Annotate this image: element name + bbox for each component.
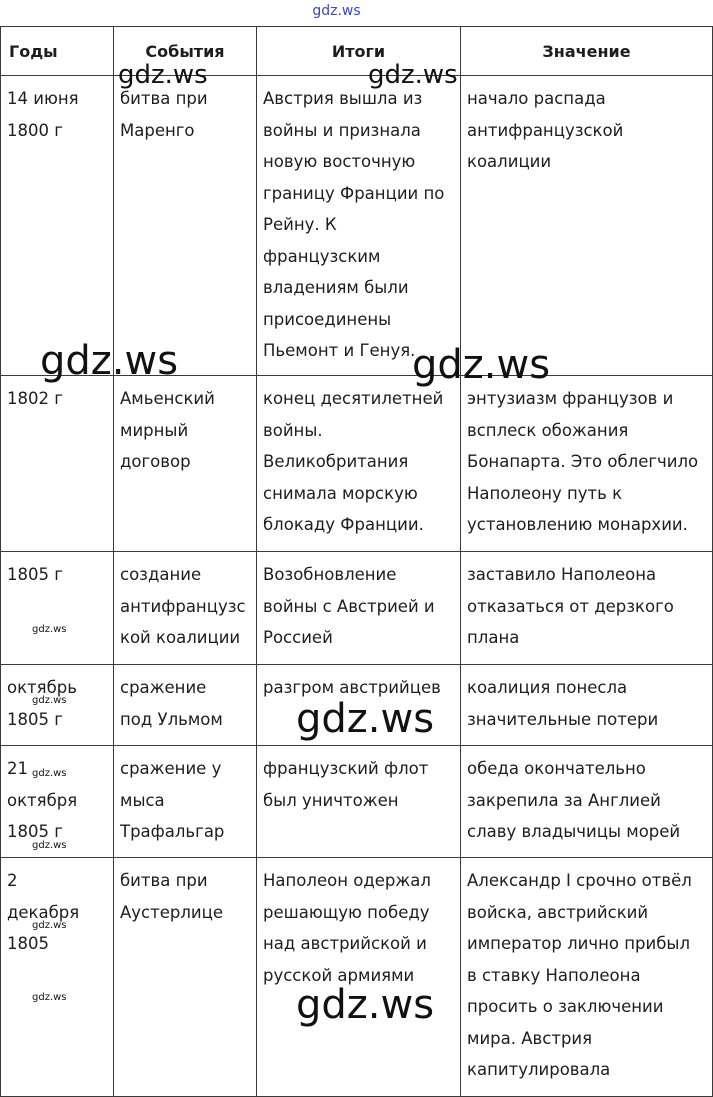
table-row bbox=[1, 858, 713, 1097]
cell-line: плана bbox=[467, 628, 520, 647]
cell-line: декабря bbox=[7, 902, 80, 922]
watermark: gdz.ws bbox=[32, 695, 67, 706]
cell-line: конец десятилетней bbox=[263, 389, 444, 408]
cell-line: энтузиазм французов и bbox=[467, 389, 674, 408]
cell-line: Наполеону путь к bbox=[467, 483, 623, 503]
cell-event bbox=[114, 746, 257, 858]
cell-line: был уничтожен bbox=[263, 790, 399, 810]
cell-line: в ставку Наполеона bbox=[467, 965, 641, 985]
cell-line: антифранцузс bbox=[120, 596, 246, 616]
cell-line: Наполеон одержал bbox=[263, 871, 431, 890]
table-row bbox=[1, 552, 713, 665]
cell-line: 1805 bbox=[7, 934, 49, 953]
cell-event bbox=[114, 858, 257, 1097]
cell-line: мыса bbox=[120, 790, 165, 810]
cell-line: 1805 г bbox=[7, 565, 63, 584]
cell-year bbox=[1, 76, 114, 376]
cell-year bbox=[1, 552, 114, 665]
cell-line: блокаду Франции. bbox=[263, 515, 424, 534]
cell-line: битва при bbox=[120, 89, 208, 108]
cell-result bbox=[257, 858, 461, 1097]
cell-line: новую восточную bbox=[263, 152, 416, 171]
cell-line: 1805 г bbox=[7, 709, 63, 729]
table-row bbox=[1, 76, 713, 376]
cell-meaning bbox=[461, 746, 713, 858]
cell-meaning bbox=[461, 76, 713, 376]
cell-year bbox=[1, 746, 114, 858]
top-watermark: gdz.ws bbox=[312, 3, 361, 19]
cell-line: закрепила за Англией bbox=[467, 790, 661, 810]
cell-line: обеда окончательно bbox=[467, 759, 646, 778]
cell-line: разгром австрийцев bbox=[263, 678, 441, 697]
cell-line: кой коалиции bbox=[120, 628, 241, 647]
cell-line: заставило Наполеона bbox=[467, 565, 657, 584]
cell-line: решающую победу bbox=[263, 902, 430, 922]
cell-line: 1800 г bbox=[7, 120, 63, 140]
cell-result bbox=[257, 76, 461, 376]
cell-year bbox=[1, 376, 114, 552]
watermark: gdz.ws bbox=[32, 992, 67, 1003]
cell-line: договор bbox=[120, 452, 191, 471]
cell-line: Амьенский bbox=[120, 389, 215, 408]
cell-line: капитулировала bbox=[467, 1060, 611, 1079]
watermark: gdz.ws bbox=[296, 696, 435, 742]
header-meaning: Значение bbox=[461, 27, 713, 76]
watermark: gdz.ws bbox=[118, 60, 208, 90]
cell-event bbox=[114, 376, 257, 552]
cell-line: французским bbox=[263, 246, 381, 266]
cell-line: мирный bbox=[120, 420, 189, 440]
cell-line: присоединены bbox=[263, 309, 392, 329]
history-table bbox=[0, 26, 713, 1097]
cell-line: Россией bbox=[263, 628, 333, 647]
cell-line: 21 bbox=[7, 759, 28, 778]
cell-line: французский флот bbox=[263, 759, 429, 778]
cell-line: просить о заключении bbox=[467, 997, 664, 1016]
cell-line: Александр I срочно отвёл bbox=[467, 871, 692, 890]
header-results: Итоги bbox=[257, 27, 461, 76]
cell-line: русской армиями bbox=[263, 965, 415, 985]
cell-result bbox=[257, 552, 461, 665]
cell-line: начало распада bbox=[467, 89, 606, 108]
table-header-row bbox=[1, 27, 713, 76]
cell-line: над австрийской и bbox=[263, 934, 427, 953]
cell-result bbox=[257, 376, 461, 552]
cell-line: Возобновление bbox=[263, 565, 397, 584]
cell-line: антифранцузской bbox=[467, 120, 624, 140]
cell-line: войны и признала bbox=[263, 120, 421, 140]
cell-line: Маренго bbox=[120, 120, 195, 140]
cell-line: 1802 г bbox=[7, 389, 63, 408]
cell-line: сражение bbox=[120, 678, 207, 697]
cell-result bbox=[257, 665, 461, 746]
cell-line: Рейну. К bbox=[263, 215, 337, 234]
cell-year bbox=[1, 858, 114, 1097]
cell-line: мира. Австрия bbox=[467, 1028, 593, 1048]
watermark: gdz.ws bbox=[40, 338, 179, 384]
cell-line: Австрия вышла из bbox=[263, 89, 423, 108]
watermark: gdz.ws bbox=[32, 624, 67, 635]
cell-line: коалиция понесла bbox=[467, 678, 628, 697]
watermark: gdz.ws bbox=[412, 342, 551, 388]
cell-line: создание bbox=[120, 565, 202, 584]
cell-meaning bbox=[461, 552, 713, 665]
cell-line: 1805 г bbox=[7, 822, 63, 841]
table-row bbox=[1, 376, 713, 552]
cell-result bbox=[257, 746, 461, 858]
watermark: gdz.ws bbox=[296, 982, 435, 1028]
cell-line: славу владычицы морей bbox=[467, 822, 681, 841]
table-row bbox=[1, 746, 713, 858]
cell-event bbox=[114, 552, 257, 665]
watermark: gdz.ws bbox=[32, 920, 67, 931]
cell-line: коалиции bbox=[467, 152, 552, 171]
cell-meaning bbox=[461, 665, 713, 746]
cell-line: Трафальгар bbox=[120, 822, 225, 841]
cell-line: октябрь bbox=[7, 678, 77, 697]
cell-line: установлению монархии. bbox=[467, 515, 688, 534]
cell-meaning bbox=[461, 858, 713, 1097]
cell-line: отказаться от дерзкого bbox=[467, 596, 674, 616]
cell-line: войны с Австрией и bbox=[263, 596, 435, 616]
watermark: gdz.ws bbox=[32, 768, 67, 779]
watermark: gdz.ws bbox=[368, 60, 458, 90]
cell-line: Великобритания bbox=[263, 452, 409, 471]
cell-line: 14 июня bbox=[7, 89, 79, 108]
cell-line: снимала морскую bbox=[263, 483, 418, 503]
cell-line: войска, австрийский bbox=[467, 902, 649, 922]
cell-event bbox=[114, 76, 257, 376]
cell-line: император лично прибыл bbox=[467, 934, 690, 953]
cell-line: битва при bbox=[120, 871, 208, 890]
cell-line: войны. bbox=[263, 420, 323, 440]
cell-line: Бонапарта. Это облегчило bbox=[467, 452, 699, 471]
cell-line: октября bbox=[7, 790, 78, 810]
header-years: Годы bbox=[1, 27, 114, 76]
cell-line: всплеск обожания bbox=[467, 420, 629, 440]
table-row bbox=[1, 665, 713, 746]
cell-line: сражение у bbox=[120, 759, 222, 778]
cell-year bbox=[1, 665, 114, 746]
cell-line: Пьемонт и Генуя. bbox=[263, 341, 416, 360]
watermark: gdz.ws bbox=[32, 840, 67, 851]
cell-line: под Ульмом bbox=[120, 709, 223, 729]
cell-line: границу Франции по bbox=[263, 183, 445, 203]
cell-line: владениям были bbox=[263, 278, 409, 297]
cell-meaning bbox=[461, 376, 713, 552]
cell-line: 2 bbox=[7, 871, 18, 890]
cell-event bbox=[114, 665, 257, 746]
cell-line: значительные потери bbox=[467, 709, 659, 729]
cell-line: Аустерлице bbox=[120, 902, 224, 922]
header-events: События bbox=[114, 27, 257, 76]
